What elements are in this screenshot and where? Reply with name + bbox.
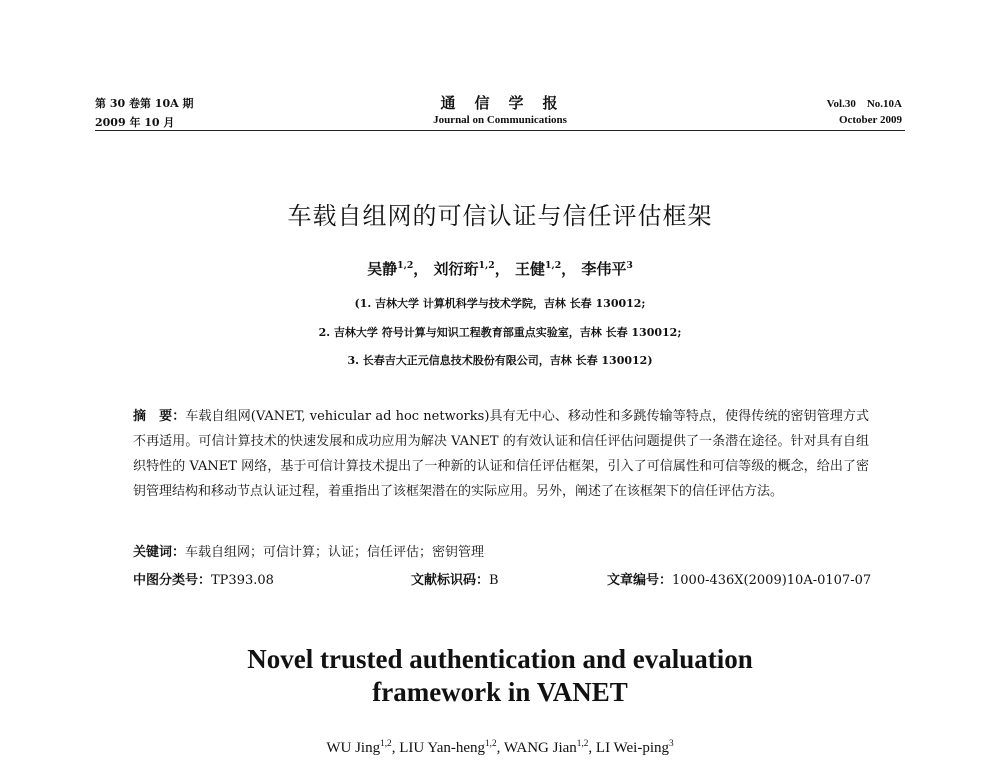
keywords-label: 关键词： [133,545,186,560]
abstract [133,404,869,504]
affiliation-2: 2. 吉林大学 符号计算与知识工程教育部重点实验室，吉林 长春 130012; [318,326,682,339]
paper-title-en-line1: Novel trusted authentication and evaluation [247,644,753,674]
clc-number: 中图分类号：TP393.08 [133,573,274,588]
author-en: WU Jing$^{1,2}$ [326,739,392,756]
keywords [133,541,484,560]
author-cn: 李伟平$^3$ [581,260,633,278]
author-cn: 吴静$^{1,2}$ [367,260,414,278]
author-cn: 王健$^{1,2}$ [514,260,562,278]
author-en: LI Wei-ping$^3$ [595,739,674,756]
classification-row [133,569,872,589]
abstract-text: 车载自组网(VANET, vehicular ad hoc networks)具有无中心、移动性和多跳传输等特点，使得传统的密钥管理方式不再适用。可信计算技术的快速发展和成功应用为解决 VANET 的有效认证和信任评估问题提供了一条潜在途径。针对具有自组织特性的 VANET 网络，基于可信计算技术提出了一种新的认证和信任评估框架，引入了可信属性和可信等级的概念，给出了密钥管理结构和移动节点认证过程，着重指出了该框架潜在的实际应用。另外，阐述了在该框架下的信任评估方法。 [133,409,869,499]
author-list-cn: 吴静$^{1,2}$， 刘衍珩$^{1,2}$， 王健$^{1,2}$， 李伟平$^3$ [367,260,633,278]
journal-volume-issue: 第 30 卷第 10A 期 [95,97,194,110]
author-en: LIU Yan-heng$^{1,2}$ [399,739,497,756]
author-en: WANG Jian$^{1,2}$ [503,739,589,756]
paper-title-en-line2: framework in VANET [372,677,628,707]
paper-title-en [0,643,1000,709]
journal-volume-en: Vol.30 No.10A [826,98,902,110]
journal-name-en: Journal on Communications [433,114,567,126]
journal-name-cn: 通 信 学 报 [440,94,560,112]
affiliation-1: (1. 吉林大学 计算机科学与技术学院，吉林 长春 130012; [354,297,646,310]
keywords-text: 车载自组网；可信计算；认证；信任评估；密钥管理 [185,545,485,560]
affiliation-3: 3. 长春吉大正元信息技术股份有限公司，吉林 长春 130012) [347,354,653,367]
paper-title-cn: 车载自组网的可信认证与信任评估框架 [287,202,713,230]
journal-date: 2009 年 10 月 [95,116,175,129]
journal-date-en: October 2009 [838,114,902,126]
abstract-label: 摘 要： [133,409,186,424]
author-cn: 刘衍珩$^{1,2}$ [433,260,495,278]
article-number: 文章编号：1000-436X(2009)10A-0107-07 [607,573,872,588]
document-code: 文献标识码：B [411,573,499,588]
header-rule [95,130,905,131]
author-list-en: WU Jing$^{1,2}$, LIU Yan-heng$^{1,2}$, WANG Jian$^{1,2}$, LI Wei-ping$^3$ [326,739,674,756]
